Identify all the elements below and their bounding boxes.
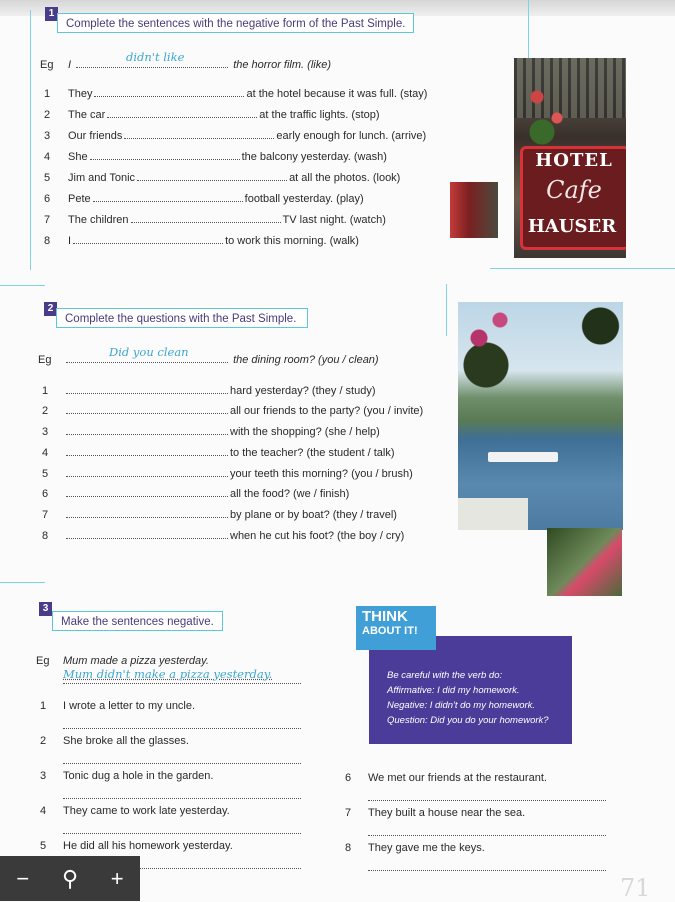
item-number: 2: [39, 735, 47, 747]
item-number: 2: [41, 405, 49, 417]
guide-line: [0, 582, 45, 583]
answer-blank[interactable]: [93, 192, 243, 202]
exercise-1-item: [68, 171, 400, 185]
item-subject: The car: [68, 109, 106, 121]
item-rest: by plane or by boat? (they / travel): [230, 509, 397, 521]
answer-blank[interactable]: [131, 213, 281, 223]
think-line-1: Be careful with the verb do:: [387, 670, 503, 681]
exercise-1-item: [68, 150, 387, 164]
item-subject: Our friends: [68, 130, 123, 142]
guide-line: [528, 0, 529, 60]
item-subject: I: [68, 235, 72, 247]
item-rest: with the shopping? (she / help): [230, 426, 380, 438]
answer-blank[interactable]: [66, 508, 228, 518]
answer-blank[interactable]: [66, 404, 228, 414]
exercise-3-item: They built a house near the sea.: [368, 807, 526, 819]
exercise-3-number: 3: [39, 602, 52, 616]
guide-line: [0, 285, 45, 286]
item-number: 5: [41, 468, 49, 480]
exercise-1-example: [40, 58, 53, 72]
example-subject: I: [68, 59, 72, 71]
answer-line[interactable]: [368, 834, 606, 836]
answer-blank[interactable]: [66, 384, 228, 394]
item-number: 4: [39, 805, 47, 817]
example-rest: the horror film. (like): [233, 59, 331, 71]
exercise-2-item: [64, 404, 423, 418]
example-rest: the dining room? (you / clean): [233, 354, 379, 366]
item-number: 7: [344, 807, 352, 819]
answer-line[interactable]: [63, 682, 301, 684]
answer-line[interactable]: [368, 799, 606, 801]
sign-hotel: HOTEL: [535, 150, 613, 171]
answer-blank[interactable]: [66, 446, 228, 456]
item-number: 8: [41, 530, 49, 542]
exercise-1-item: [68, 129, 426, 143]
exercise-2-item: [64, 425, 380, 439]
think-line-2: Affirmative: I did my homework.: [387, 685, 520, 696]
item-rest: early enough for lunch. (arrive): [276, 130, 427, 142]
harbour-photo-lower: [547, 528, 622, 596]
think-about-it-title: [356, 606, 436, 650]
exercise-3-item: We met our friends at the restaurant.: [368, 772, 547, 784]
guide-line: [446, 284, 447, 336]
answer-blank[interactable]: [66, 529, 228, 539]
exercise-2-number: 2: [44, 302, 57, 316]
item-number: 2: [43, 109, 51, 121]
answer-blank[interactable]: [66, 425, 228, 435]
page-number: 71: [620, 874, 651, 902]
guide-line: [30, 10, 31, 270]
exercise-3-example-sentence: Mum made a pizza yesterday.: [63, 655, 209, 667]
answer-line[interactable]: [63, 832, 301, 834]
exercise-1-example-sentence: [68, 58, 331, 72]
item-rest: your teeth this morning? (you / brush): [230, 468, 413, 480]
exercise-2-item: [64, 467, 413, 481]
item-rest: all our friends to the party? (you / invite): [230, 405, 424, 417]
item-rest: the balcony yesterday. (wash): [241, 151, 387, 163]
exercise-2-item: [64, 446, 394, 460]
item-number: 3: [43, 130, 51, 142]
exercise-2-item: [64, 508, 397, 522]
think-title-1: THINK: [362, 608, 408, 625]
item-rest: football yesterday. (play): [244, 193, 364, 205]
answer-blank[interactable]: [90, 150, 240, 160]
exercise-3-item: They gave me the keys.: [368, 842, 485, 854]
item-number: 7: [43, 214, 51, 226]
answer-line[interactable]: [63, 727, 301, 729]
answer-blank[interactable]: [107, 108, 257, 118]
exercise-2-item: [64, 529, 404, 543]
hotel-cafe-hauser-photo: [514, 58, 626, 258]
example-handwritten-answer: didn't like: [126, 50, 185, 64]
answer-line[interactable]: [63, 797, 301, 799]
item-number: 1: [43, 88, 51, 100]
item-number: 4: [41, 447, 49, 459]
think-line-4: Question: Did you do your homework?: [387, 715, 549, 726]
exercise-1-item: [68, 108, 380, 122]
exercise-3-item: I wrote a letter to my uncle.: [63, 700, 196, 712]
zoom-in-icon[interactable]: +: [110, 865, 124, 891]
guide-line: [490, 268, 675, 269]
answer-blank[interactable]: [124, 129, 274, 139]
item-number: 3: [41, 426, 49, 438]
example-label: Eg: [40, 59, 54, 71]
zoom-out-icon[interactable]: −: [16, 865, 30, 891]
answer-blank[interactable]: [94, 87, 244, 97]
item-subject: Jim and Tonic: [68, 172, 136, 184]
item-number: 5: [43, 172, 51, 184]
exercise-2-heading: Complete the questions with the Past Simple.: [56, 308, 308, 328]
item-number: 5: [39, 840, 47, 852]
think-title-2: ABOUT IT!: [362, 625, 418, 637]
exercise-3-handwritten-answer: Mum didn't make a pizza yesterday.: [63, 667, 273, 681]
exercise-2-item: [64, 384, 376, 398]
answer-line[interactable]: [368, 869, 606, 871]
exercise-3-item: They came to work late yesterday.: [63, 805, 230, 817]
item-number: 6: [43, 193, 51, 205]
exercise-1-item: [68, 213, 386, 227]
think-line-3: Negative: I didn't do my homework.: [387, 700, 536, 711]
item-rest: hard yesterday? (they / study): [230, 385, 376, 397]
item-rest: all the food? (we / finish): [230, 488, 350, 500]
exercise-3-item: Tonic dug a hole in the garden.: [63, 770, 214, 782]
item-number: 4: [43, 151, 51, 163]
example-handwritten-answer: Did you clean: [109, 345, 189, 359]
exercise-2-item: [64, 487, 349, 501]
exercise-1-item: [68, 87, 427, 101]
answer-blank[interactable]: [66, 467, 228, 477]
item-number: 7: [41, 509, 49, 521]
item-number: 8: [43, 235, 51, 247]
zoom-toolbar: [0, 856, 140, 901]
hotel-photo-fragment: [450, 182, 498, 238]
exercise-1-item: [68, 234, 359, 248]
item-subject: The children: [68, 214, 129, 226]
item-rest: to work this morning. (walk): [225, 235, 359, 247]
item-rest: at all the photos. (look): [289, 172, 401, 184]
exercise-3-heading: Make the sentences negative.: [52, 611, 223, 631]
harbour-photo: [458, 302, 623, 530]
think-about-it-box: [369, 636, 572, 744]
sign-hauser: HAUSER: [527, 216, 617, 237]
item-number: 1: [39, 700, 47, 712]
item-number: 3: [39, 770, 47, 782]
item-rest: when he cut his foot? (the boy / cry): [230, 530, 405, 542]
item-number: 8: [344, 842, 352, 854]
example-label: Eg: [38, 354, 52, 366]
item-rest: at the traffic lights. (stop): [259, 109, 380, 121]
answer-blank[interactable]: [73, 234, 223, 244]
exercise-1-number: 1: [45, 7, 58, 21]
sign-cafe: Cafe: [546, 176, 602, 204]
answer-blank[interactable]: [137, 171, 287, 181]
item-rest: to the teacher? (the student / talk): [230, 447, 395, 459]
exercise-3-item: He did all his homework yesterday.: [63, 840, 233, 852]
item-number: 6: [344, 772, 352, 784]
item-subject: She: [68, 151, 88, 163]
answer-blank[interactable]: [66, 487, 228, 497]
exercise-3-item: She broke all the glasses.: [63, 735, 189, 747]
item-subject: They: [68, 88, 93, 100]
item-rest: at the hotel because it was full. (stay): [246, 88, 428, 100]
item-number: 6: [41, 488, 49, 500]
item-number: 1: [41, 385, 49, 397]
exercise-1-heading: Complete the sentences with the negative form of the Past Simple.: [57, 13, 414, 33]
item-rest: TV last night. (watch): [282, 214, 386, 226]
item-subject: Pete: [68, 193, 91, 205]
answer-line[interactable]: [63, 762, 301, 764]
exercise-3-example-label: Eg: [36, 655, 50, 667]
exercise-1-item: [68, 192, 364, 206]
exercise-2-example: [38, 353, 51, 367]
magnifier-icon[interactable]: ⚲: [61, 865, 79, 891]
